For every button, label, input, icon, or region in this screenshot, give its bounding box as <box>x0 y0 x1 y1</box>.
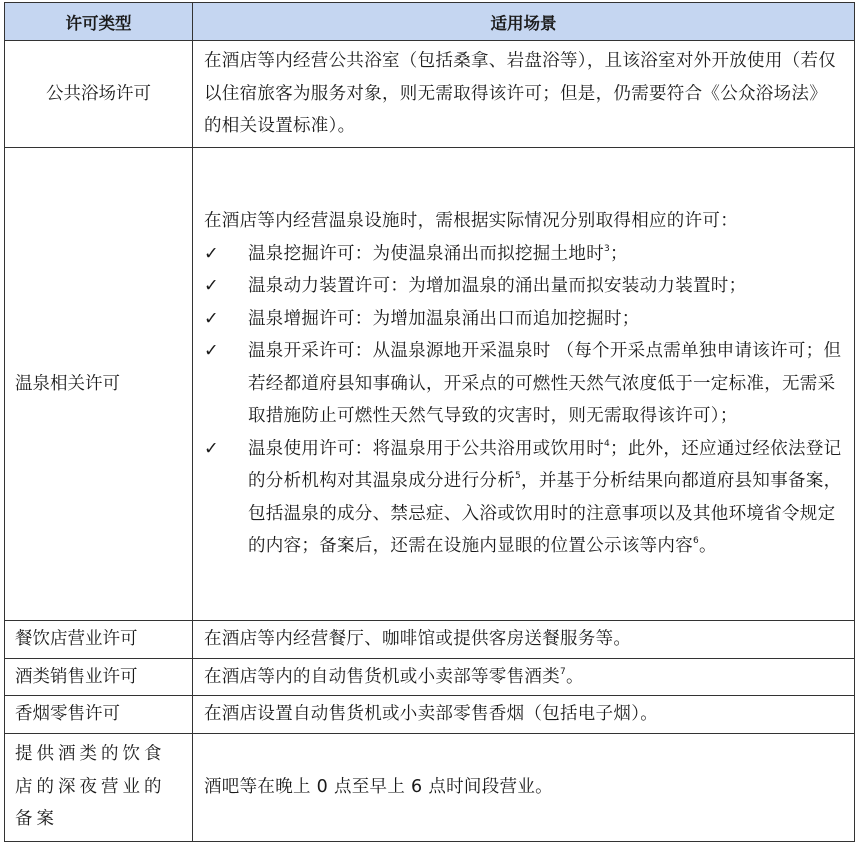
row-type: 酒类销售业许可 <box>5 658 193 696</box>
check-icon: ✓ <box>204 341 219 362</box>
license-table <box>4 2 855 842</box>
row-type: 提供酒类的饮食店的深夜营业的备案 <box>5 733 193 841</box>
row-scenario: 在酒店等内经营餐厅、咖啡馆或提供客房送餐服务等。 <box>193 621 855 659</box>
table-row <box>5 696 855 734</box>
check-icon: ✓ <box>204 243 219 264</box>
list-item: ✓ 温泉使用许可：将温泉用于公共浴用或饮用时$^4$；此外，还应通过经依法登记的分析机构对其温泉成分进行分析$^5$，并基于分析结果向都道府县知事备案，包括温泉的成分、禁忌症、入浴或饮用时的注意事项以及其他环境省令规定的内容；备案后，还需在设施内显眼的位置公示该等内容$^6$。 <box>204 433 844 563</box>
list-item: ✓ 温泉挖掘许可：为使温泉涌出而拟挖掘土地时$^3$； <box>204 238 844 271</box>
row-type: 公共浴场许可 <box>5 41 193 148</box>
header-license-type: 许可类型 <box>5 3 193 41</box>
check-icon: ✓ <box>204 308 219 329</box>
row-scenario: 在酒店等内的自动售货机或小卖部等零售酒类$^7$。 <box>193 658 855 696</box>
item-text: 温泉挖掘许可：为使温泉涌出而拟挖掘土地时 <box>248 243 604 264</box>
table-row <box>5 41 855 148</box>
table-row <box>5 148 855 621</box>
list-item <box>204 270 844 303</box>
footnote-ref: 3 <box>604 243 611 254</box>
table-row <box>5 733 855 841</box>
table-header-row <box>5 3 855 41</box>
footnote-ref: 6 <box>693 536 700 547</box>
row-scenario: 在酒店设置自动售货机或小卖部零售香烟（包括电子烟）。 <box>193 696 855 734</box>
row-type: 香烟零售许可 <box>5 696 193 734</box>
check-icon: ✓ <box>204 438 219 459</box>
table-row <box>5 658 855 696</box>
footnote-ref: 7 <box>560 666 567 677</box>
table-row <box>5 621 855 659</box>
list-item <box>204 303 844 336</box>
row-scenario <box>193 148 855 621</box>
item-text: 温泉动力装置许可：为增加温泉的涌出量而拟安装动力装置时； <box>248 276 747 297</box>
header-applicable-scenario: 适用场景 <box>193 3 855 41</box>
footnote-ref: 4 <box>604 438 611 449</box>
list-item <box>204 335 844 433</box>
row-scenario: 在酒店等内经营公共浴室（包括桑拿、岩盘浴等），且该浴室对外开放使用（若仅以住宿旅客为服务对象，则无需取得该许可；但是，仍需要符合《公众浴场法》的相关设置标准）。 <box>193 41 855 148</box>
row-scenario: 酒吧等在晚上 0 点至早上 6 点时间段营业。 <box>193 733 855 841</box>
row-type: 餐饮店营业许可 <box>5 621 193 659</box>
item-text: 温泉开采许可：从温泉源地开采温泉时 （每个开采点需单独申请该许可；但若经都道府县知事确认，开采点的可燃性天然气浓度低于一定标准，无需采取措施防止可燃性天然气导致的灾害时，则无需取得该许可）； <box>248 341 842 427</box>
footnote-ref: 5 <box>515 471 522 482</box>
check-icon: ✓ <box>204 276 219 297</box>
item-text: 温泉增掘许可：为增加温泉涌出口而追加挖掘时； <box>248 308 640 329</box>
hotspring-intro: 在酒店等内经营温泉设施时，需根据实际情况分别取得相应的许可： <box>204 211 738 232</box>
row-type: 温泉相关许可 <box>5 148 193 621</box>
